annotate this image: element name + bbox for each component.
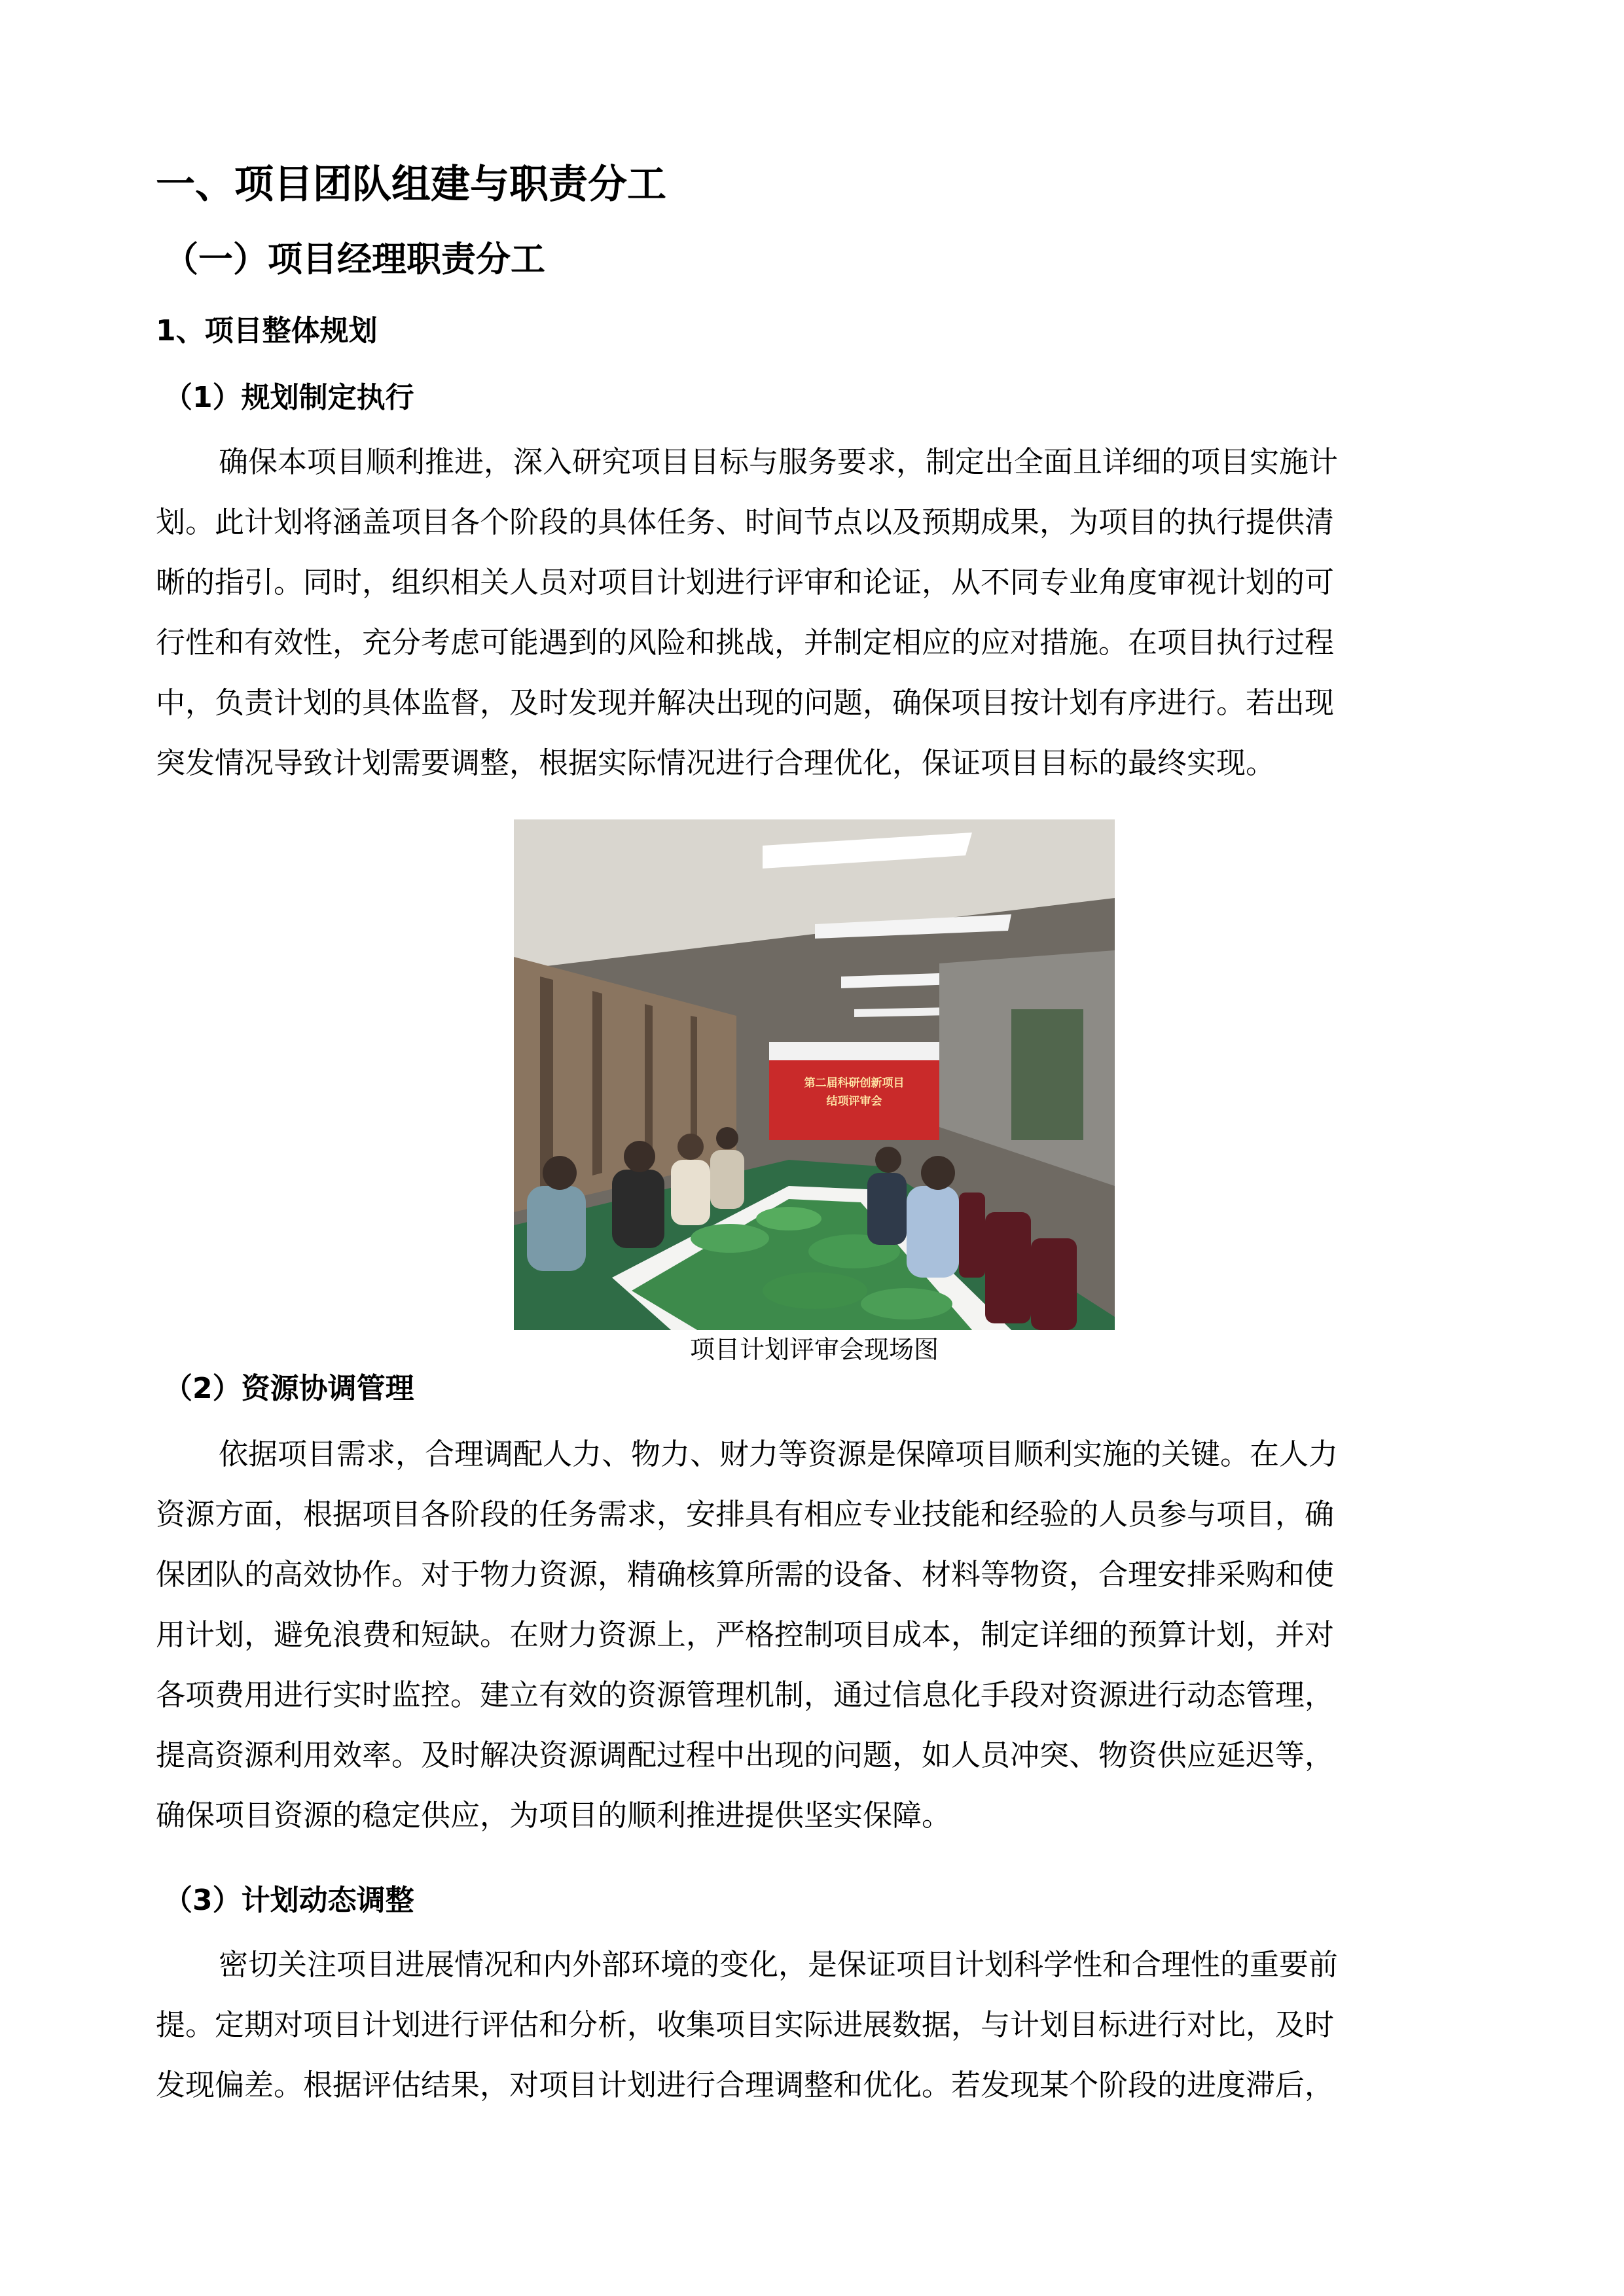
- text-line: 依据项目需求，合理调配人力、物力、财力等资源是保障项目顺利实施的关键。在人力: [219, 1437, 1339, 1471]
- text-line: 确保项目资源的稳定供应，为项目的顺利推进提供坚实保障。: [156, 1798, 952, 1833]
- text-line: 资源方面，根据项目各阶段的任务需求，安排具有相应专业技能和经验的人员参与项目，确: [156, 1497, 1335, 1532]
- text-line: 用计划，避免浪费和短缺。在财力资源上，严格控制项目成本，制定详细的预算计划，并对: [156, 1617, 1335, 1652]
- paragraph-resources: [156, 1424, 1470, 1846]
- text-line: 中，负责计划的具体监督，及时发现并解决出现的问题，确保项目按计划有序进行。若出现: [156, 685, 1335, 720]
- paragraph-planning: [156, 432, 1470, 793]
- text-line: 提。定期对项目计划进行评估和分析，收集项目实际进展数据，与计划目标进行对比，及时: [156, 2007, 1335, 2042]
- text-line: 各项费用进行实时监控。建立有效的资源管理机制，通过信息化手段对资源进行动态管理，: [156, 1677, 1335, 1712]
- sub-item-heading-planning: （1）规划制定执行: [164, 381, 414, 414]
- item-heading: 1、项目整体规划: [156, 314, 378, 348]
- text-line: 突发情况导致计划需要调整，根据实际情况进行合理优化，保证项目目标的最终实现。: [156, 745, 1276, 780]
- screen-title-line-1: 第二届科研创新项目: [804, 1077, 905, 1090]
- paragraph-adjustment: [156, 1935, 1470, 2115]
- screen-title-line-2: 结项评审会: [826, 1095, 882, 1108]
- figure-caption: 项目计划评审会现场图: [689, 1335, 939, 1364]
- meeting-photo: [514, 819, 1115, 1330]
- text-line: 晰的指引。同时，组织相关人员对项目计划进行评审和论证，从不同专业角度审视计划的可: [156, 565, 1335, 600]
- sub-item-heading-adjustment: （3）计划动态调整: [164, 1884, 414, 1917]
- section-heading-1: 一、项目团队组建与职责分工: [156, 162, 666, 207]
- text-line: 划。此计划将涵盖项目各个阶段的具体任务、时间节点以及预期成果，为项目的执行提供清: [156, 505, 1335, 539]
- text-line: 发现偏差。根据评估结果，对项目计划进行合理调整和优化。若发现某个阶段的进度滞后，: [156, 2068, 1335, 2102]
- sub-item-heading-resources: （2）资源协调管理: [164, 1372, 414, 1405]
- subsection-heading: （一）项目经理职责分工: [164, 240, 545, 279]
- text-line: 密切关注项目进展情况和内外部环境的变化，是保证项目计划科学性和合理性的重要前: [219, 1947, 1339, 1982]
- text-line: 提高资源利用效率。及时解决资源调配过程中出现的问题，如人员冲突、物资供应延迟等，: [156, 1738, 1335, 1772]
- text-line: 行性和有效性，充分考虑可能遇到的风险和挑战，并制定相应的应对措施。在项目执行过程: [156, 625, 1335, 660]
- text-line: 确保本项目顺利推进，深入研究项目目标与服务要求，制定出全面且详细的项目实施计: [219, 444, 1339, 479]
- text-line: 保团队的高效协作。对于物力资源，精确核算所需的设备、材料等物资，合理安排采购和使: [156, 1557, 1335, 1592]
